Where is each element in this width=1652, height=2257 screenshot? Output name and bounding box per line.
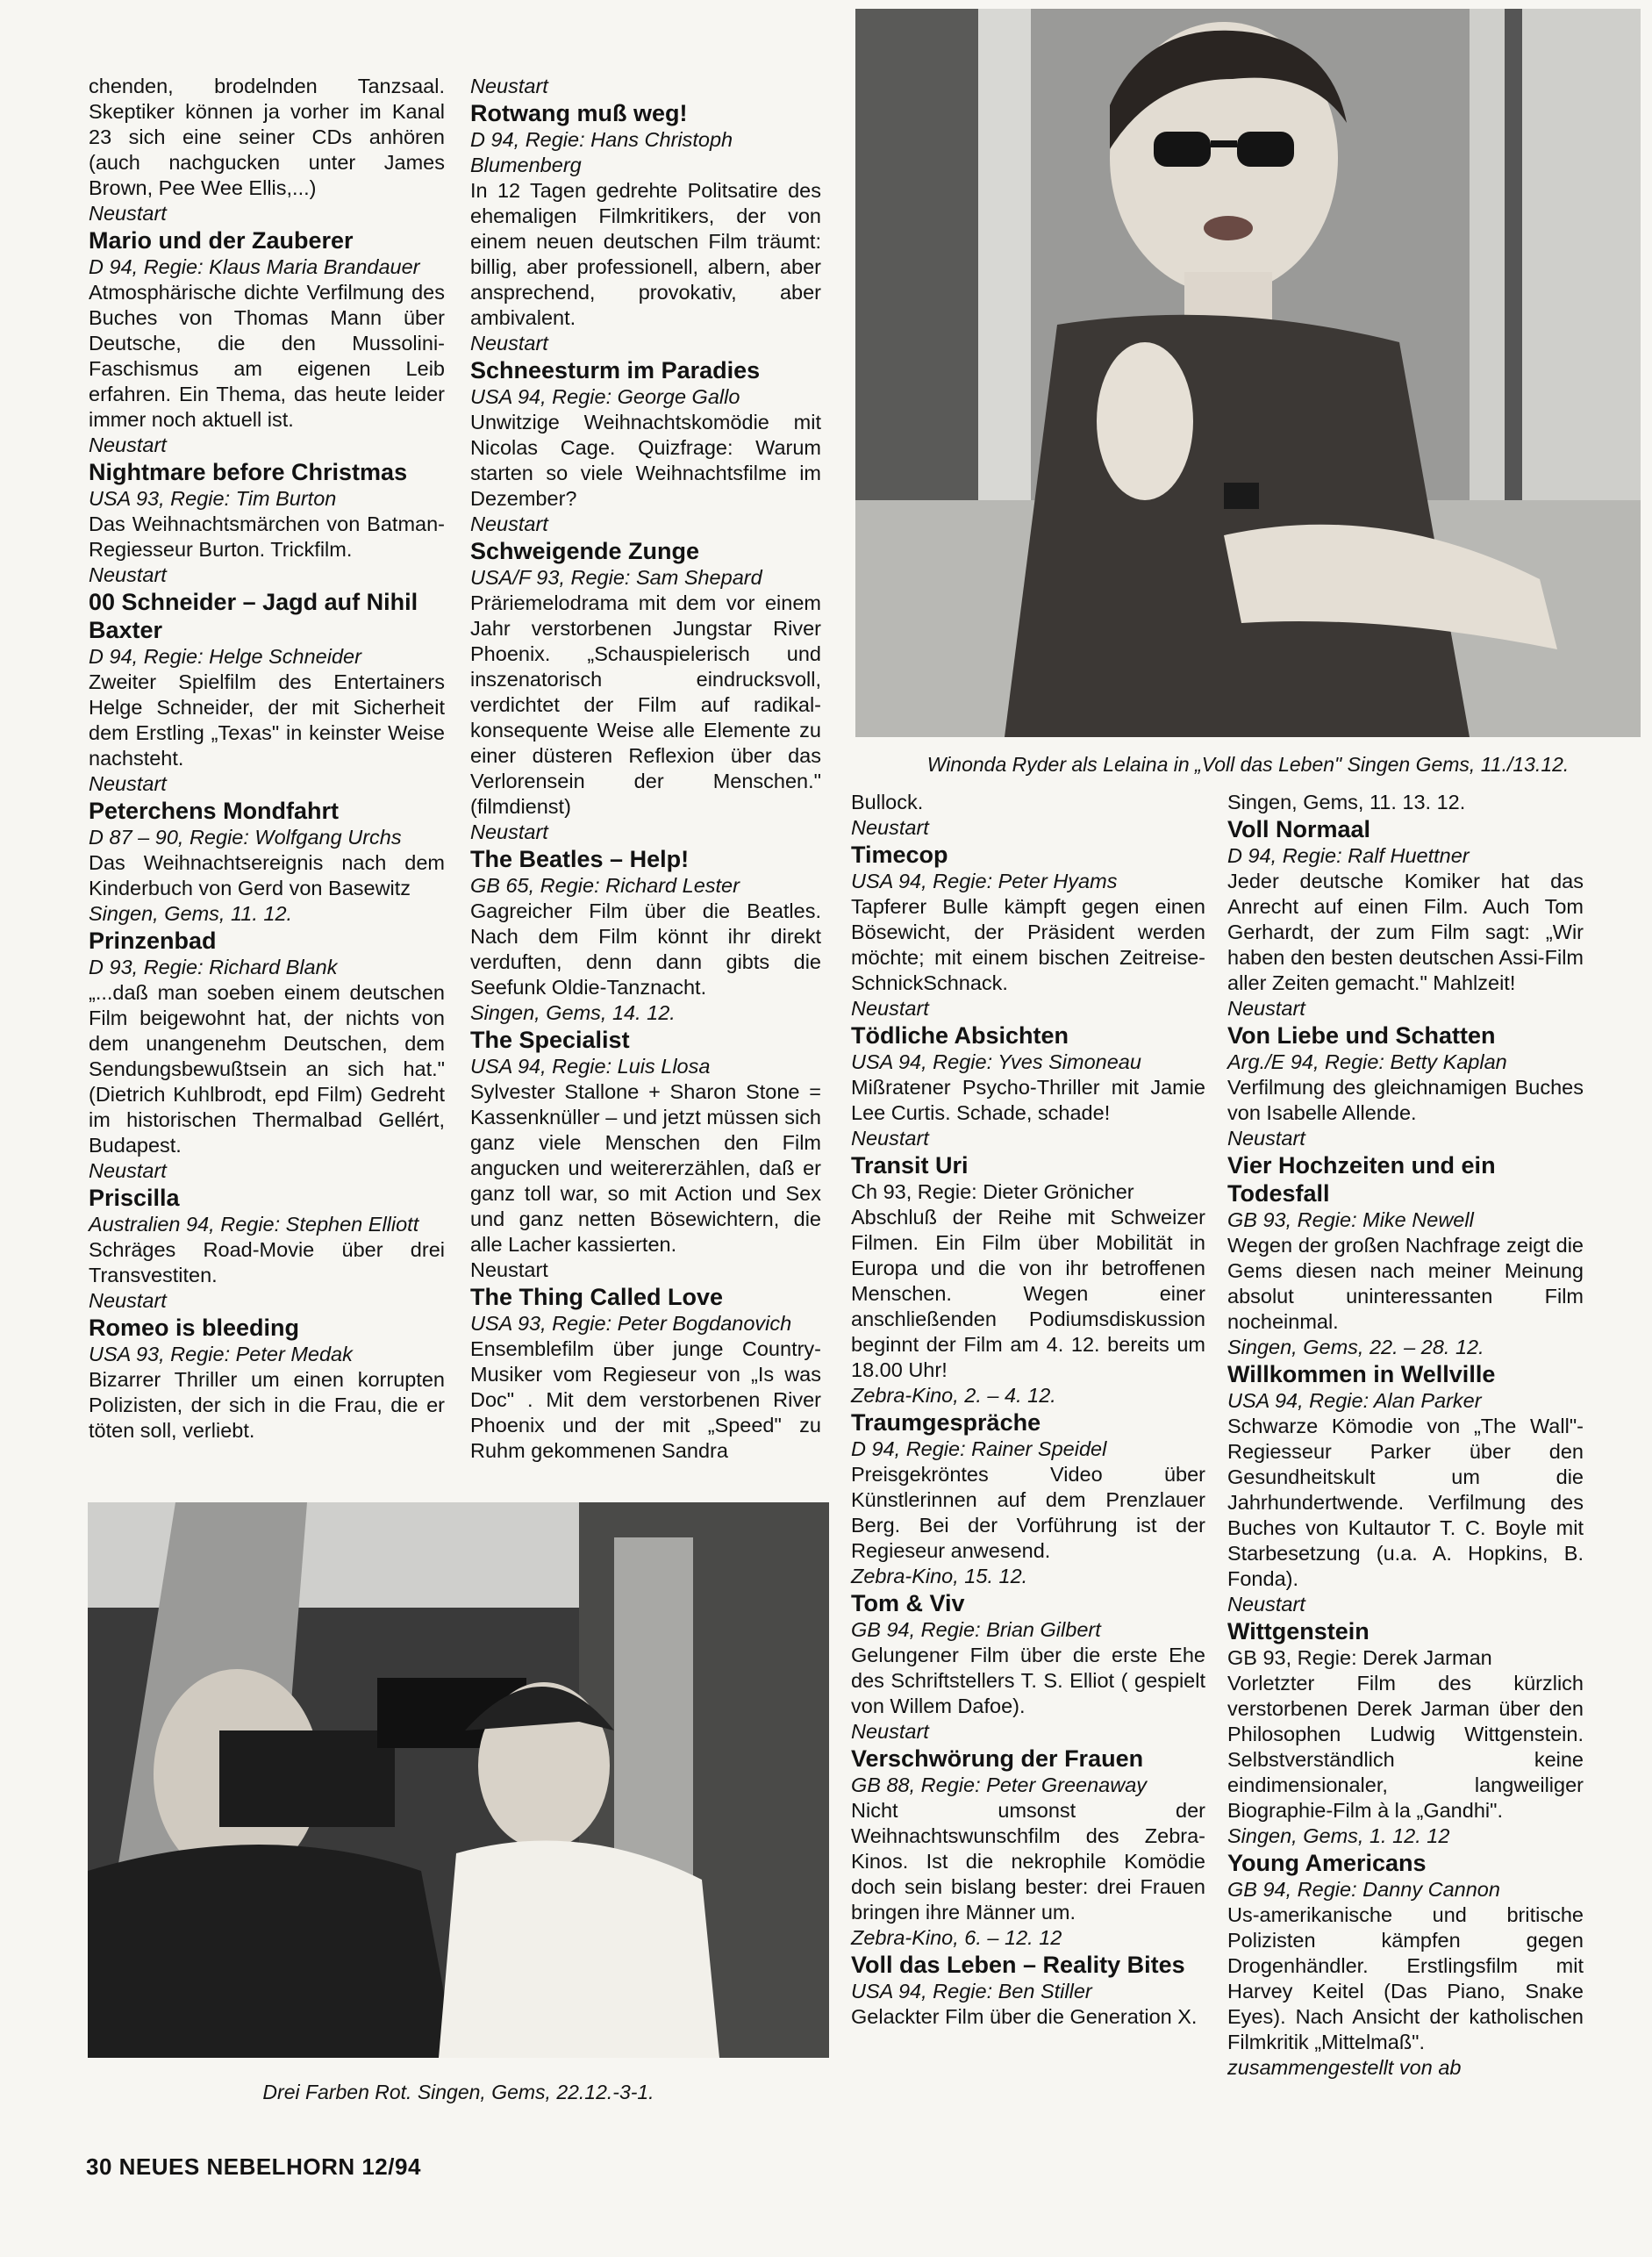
film-title: Transit Uri (851, 1152, 969, 1179)
film-description: Us-amerikanische und britische Polizisten kämpfen gegen Drogenhändler. Erstlingsfilm mit Harvey Keitel (Das Piano, Snake Eyes). Nach Ansicht der katholischen Filmkritik „Mittelmaß". (1227, 1903, 1584, 2053)
film-entry (470, 74, 821, 331)
film-description: Gagreicher Film über die Beatles. Nach dem Film könnt ihr direkt verduften, denn dann gibts die Seefunk Oldie-Tanznacht. (470, 899, 821, 999)
photo-drei-farben-rot (88, 1502, 829, 2058)
film-entry (1227, 1360, 1584, 1592)
film-description: Preisgekröntes Video über Künstlerinnen auf dem Prenzlauer Berg. Bei der Vorführung ist der Regieseur anwesend. (851, 1463, 1205, 1562)
film-title: Tom & Viv (851, 1590, 965, 1616)
lead-text: Singen, Gems, 11. 13. 12. (1227, 791, 1466, 813)
film-entry (89, 201, 445, 433)
screening-dates: Singen, Gems, 11. 12. (89, 902, 293, 925)
film-meta: D 93, Regie: Richard Blank (89, 956, 338, 978)
film-description: Wegen der großen Nachfrage zeigt die Gems diesen nach meiner Meinung absolut uninteressanten Film nocheinmal. (1227, 1234, 1584, 1333)
film-entry (1227, 996, 1584, 1126)
film-description: Bizarrer Thriller um einen korrupten Polizisten, der sich in die Frau, die er töten soll, verliebt. (89, 1368, 445, 1442)
film-description: Atmosphärische dichte Verfilmung des Buches von Thomas Mann über Deutsche, die den Mussolini-Faschismus am eigenen Leib erfahren. Ein Thema, das heute leider immer noch aktuell ist. (89, 281, 445, 431)
screening-dates: Zebra-Kino, 6. – 12. 12 (851, 1926, 1062, 1949)
film-meta: USA 94, Regie: George Gallo (470, 385, 740, 408)
column-3 (851, 790, 1205, 2030)
screening-dates: Singen, Gems, 22. – 28. 12. (1227, 1336, 1484, 1358)
film-entry (1227, 1849, 1584, 2055)
film-description: Jeder deutsche Komiker hat das Anrecht auf einen Film. Auch Tom Gerhardt, der zum Film sagt: „Wir haben den besten deutschen Assi-Film aller Zeiten gemacht." Mahlzeit! (1227, 870, 1584, 994)
film-description: Nicht umsonst der Weihnachtswunschfilm des Zebra-Kinos. Ist die nekrophile Komödie doch sein bislang bester: drei Frauen bringen ihre Männer um. (851, 1799, 1205, 1924)
film-entry (851, 1408, 1205, 1589)
film-description: Verfilmung des gleichnamigen Buches von Isabelle Allende. (1227, 1076, 1584, 1124)
film-title: Schneesturm im Paradies (470, 357, 761, 383)
film-meta: USA 94, Regie: Luis Llosa (470, 1055, 711, 1078)
film-entry (89, 433, 445, 562)
film-title: The Beatles – Help! (470, 846, 690, 872)
film-description: Gelungener Film über die erste Ehe des Schriftstellers T. S. Elliot ( gespielt von Willem Dafoe). (851, 1644, 1205, 1717)
film-entry (89, 771, 445, 927)
film-meta: USA 93, Regie: Tim Burton (89, 487, 337, 510)
status-label: Neustart (89, 772, 167, 795)
film-entry (89, 1288, 445, 1444)
screening-dates: Singen, Gems, 1. 12. 12 (1227, 1824, 1450, 1847)
film-meta: USA 94, Regie: Alan Parker (1227, 1389, 1482, 1412)
film-title: The Thing Called Love (470, 1284, 724, 1310)
film-meta: Arg./E 94, Regie: Betty Kaplan (1227, 1050, 1507, 1073)
film-meta: D 94, Regie: Ralf Huettner (1227, 844, 1470, 867)
film-entry (851, 1951, 1205, 2030)
screening-dates: Zebra-Kino, 15. 12. (851, 1565, 1028, 1587)
film-description: Tapferer Bulle kämpft gegen einen Bösewicht, der Präsident werden möchte; mit einem bischen Zeitreise-SchnickSchnack. (851, 895, 1205, 994)
film-description: „...daß man soeben einem deutschen Film beigewohnt hat, der nichts von dem unangenehm Deutschen, dem Sendungsbewußtsein an sich hat." (Dietrich Kuhlbrodt, epd Film) Gedreht im historischen Thermalbad Gellért, Budapest. (89, 981, 445, 1157)
status-label: Neustart (89, 433, 167, 456)
film-description: In 12 Tagen gedrehte Politsatire des ehemaligen Filmkritikers, der von einem neuen deutschen Film träumt: billig, aber professionell, albern, aber ansprechend, provokativ, aber ambivalent. (470, 179, 821, 329)
film-meta: D 94, Regie: Helge Schneider (89, 645, 361, 668)
caption-bottom-photo: Drei Farben Rot. Singen, Gems, 22.12.-3-1. (262, 2081, 654, 2103)
film-description: Unwitzige Weihnachtskomödie mit Nicolas Cage. Quizfrage: Warum starten so viele Weihnachtsfilme im Dezember? (470, 411, 821, 510)
film-entry (470, 1026, 821, 1257)
lead-text: Bullock. (851, 791, 924, 813)
film-description: Schwarze Kömodie von „The Wall"-Regiesseur Parker über den Gesundheitskult um die Jahrhundertwende. Verfilmung des Buches von Kultautor T. C. Boyle mit Starbesetzung (u.a. A. Hopkins, B. Fonda). (1227, 1415, 1584, 1590)
film-meta: Australien 94, Regie: Stephen Elliott (89, 1213, 419, 1236)
signoff: zusammengestellt von ab (1227, 2056, 1462, 2079)
film-entry (851, 815, 1205, 996)
film-title: Tödliche Absichten (851, 1022, 1069, 1049)
film-title: Priscilla (89, 1185, 180, 1211)
film-description: Sylvester Stallone + Sharon Stone = Kassenknüller – und jetzt müssen sich ganz viele Menschen den Film angucken und weitererzählen, daß er ganz toll war, so mit Action und Sex und ganz netten Bösewichtern, die alle Lacher kassierten. (470, 1080, 821, 1256)
status-label: Neustart (89, 1289, 167, 1312)
film-title: Wittgenstein (1227, 1618, 1370, 1644)
film-meta: D 94, Regie: Rainer Speidel (851, 1437, 1107, 1460)
lead-text: chenden, brodelnden Tanzsaal. Skeptiker können ja vorher im Kanal 23 sich eine seiner CDs anhören (auch nachgucken unter James Brown, Pee Wee Ellis,...) (89, 75, 445, 199)
page-footer: 30 NEUES NEBELHORN 12/94 (86, 2153, 421, 2180)
film-title: Voll Normaal (1227, 816, 1371, 842)
film-title: Mario und der Zauberer (89, 227, 354, 254)
film-title: Voll das Leben – Reality Bites (851, 1952, 1185, 1978)
film-entry (851, 1126, 1205, 1408)
status-label: Neustart (1227, 1127, 1305, 1150)
film-title: Young Americans (1227, 1850, 1427, 1876)
status-label: Neustart (89, 1159, 167, 1182)
film-entry (851, 1719, 1205, 1951)
column-2 (470, 74, 821, 1464)
status-label: Neustart (470, 820, 548, 843)
film-entry (470, 1257, 821, 1464)
film-description: Ensemblefilm über junge Country-Musiker vom Regieseur von „Is was Doc" . Mit dem verstorbenen River Phoenix und der mit „Speed" zu Ruhm gekommenen Sandra (470, 1337, 821, 1462)
film-entry (89, 1158, 445, 1288)
film-meta: Ch 93, Regie: Dieter Grönicher (851, 1180, 1134, 1203)
column-1 (89, 74, 445, 1444)
film-entry (1227, 1126, 1584, 1360)
film-entry (1227, 815, 1584, 996)
status-label: Neustart (851, 816, 929, 839)
film-meta: USA/F 93, Regie: Sam Shepard (470, 566, 762, 589)
film-description: Das Weihnachtsereignis nach dem Kinderbuch von Gerd von Basewitz (89, 851, 445, 899)
film-title: Schweigende Zunge (470, 538, 700, 564)
film-meta: GB 65, Regie: Richard Lester (470, 874, 740, 897)
film-meta: USA 93, Regie: Peter Bogdanovich (470, 1312, 792, 1335)
column-4 (1227, 790, 1584, 2081)
film-meta: D 94, Regie: Klaus Maria Brandauer (89, 255, 420, 278)
status-label: Neustart (851, 997, 929, 1020)
film-title: Vier Hochzeiten und ein Todesfall (1227, 1152, 1496, 1207)
screening-dates: Singen, Gems, 14. 12. (470, 1001, 676, 1024)
film-meta: GB 94, Regie: Danny Cannon (1227, 1878, 1500, 1901)
film-description: Schräges Road-Movie über drei Transvestiten. (89, 1238, 445, 1286)
status-label: Neustart (1227, 997, 1305, 1020)
film-description: Mißratener Psycho-Thriller mit Jamie Lee Curtis. Schade, schade! (851, 1076, 1205, 1124)
film-meta: GB 94, Regie: Brian Gilbert (851, 1618, 1101, 1641)
film-meta: D 87 – 90, Regie: Wolfgang Urchs (89, 826, 402, 849)
film-meta: GB 93, Regie: Mike Newell (1227, 1208, 1474, 1231)
status-label: Neustart (470, 75, 548, 97)
film-title: The Specialist (470, 1027, 630, 1053)
film-entry (851, 996, 1205, 1126)
screening-dates: Zebra-Kino, 2. – 4. 12. (851, 1384, 1056, 1407)
film-description: Präriemelodrama mit dem vor einem Jahr verstorbenen Jungstar River Phoenix. „Schauspielerisch und inszenatorisch eindrucksvoll, verdichtet der Film auf radikal-konsequente Weise alle Elemente zu einer düsteren Reflexion über das Verlorensein der Menschen." (filmdienst) (470, 591, 821, 818)
film-description: Abschluß der Reihe mit Schweizer Filmen. Ein Film über Mobilität in Europa und die von ihr betroffenen Menschen. Wegen einer anschließenden Podiumsdiskussion beginnt der Film am 4. 12. bereits um 18.00 Uhr! (851, 1206, 1205, 1381)
film-meta: D 94, Regie: Hans Christoph Blumenberg (470, 128, 733, 176)
film-title: Traumgespräche (851, 1409, 1041, 1436)
film-description: Das Weihnachtsmärchen von Batman-Regiesseur Burton. Trickfilm. (89, 512, 445, 561)
film-meta: USA 93, Regie: Peter Medak (89, 1343, 353, 1365)
status-label: Neustart (470, 512, 548, 535)
film-meta: USA 94, Regie: Yves Simoneau (851, 1050, 1141, 1073)
film-title: Verschwörung der Frauen (851, 1745, 1144, 1772)
film-meta: USA 94, Regie: Ben Stiller (851, 1980, 1092, 2003)
film-entry (470, 512, 821, 820)
status-label: Neustart (1227, 1593, 1305, 1616)
status-label: Neustart (470, 1258, 548, 1281)
status-label: Neustart (89, 202, 167, 225)
status-label: Neustart (89, 563, 167, 586)
caption-top-photo: Winonda Ryder als Lelaina in „Voll das Leben" Singen Gems, 11./13.12. (926, 753, 1570, 776)
film-title: Nightmare before Christmas (89, 459, 408, 485)
film-title: Peterchens Mondfahrt (89, 798, 340, 824)
film-title: Rotwang muß weg! (470, 100, 688, 126)
film-entry (470, 820, 821, 1026)
film-entry (470, 331, 821, 512)
status-label: Neustart (470, 332, 548, 355)
film-title: Von Liebe und Schatten (1227, 1022, 1496, 1049)
film-title: 00 Schneider – Jagd auf Nihil Baxter (89, 589, 418, 643)
status-label: Neustart (851, 1127, 929, 1150)
film-meta: GB 93, Regie: Derek Jarman (1227, 1646, 1492, 1669)
film-description: Zweiter Spielfilm des Entertainers Helge Schneider, der mit Sicherheit dem Erstling „Texas" in keinster Weise nachsteht. (89, 670, 445, 770)
film-meta: USA 94, Regie: Peter Hyams (851, 870, 1118, 892)
film-title: Romeo is bleeding (89, 1315, 300, 1341)
film-entry (851, 1589, 1205, 1719)
film-entry (1227, 1592, 1584, 1849)
film-title: Willkommen in Wellville (1227, 1361, 1496, 1387)
film-description: Vorletzter Film des kürzlich verstorbenen Derek Jarman über den Philosophen Ludwig Wittgenstein. Selbstverständlich keine eindimensionaler, langweiliger Biographie-Film à la „Gandhi". (1227, 1672, 1584, 1822)
film-meta: GB 88, Regie: Peter Greenaway (851, 1773, 1148, 1796)
film-entry (89, 562, 445, 771)
film-title: Prinzenbad (89, 928, 217, 954)
film-title: Timecop (851, 842, 948, 868)
photo-winona-ryder (855, 9, 1641, 737)
status-label: Neustart (851, 1720, 929, 1743)
film-entry (89, 927, 445, 1158)
film-description: Gelackter Film über die Generation X. (851, 2005, 1198, 2028)
